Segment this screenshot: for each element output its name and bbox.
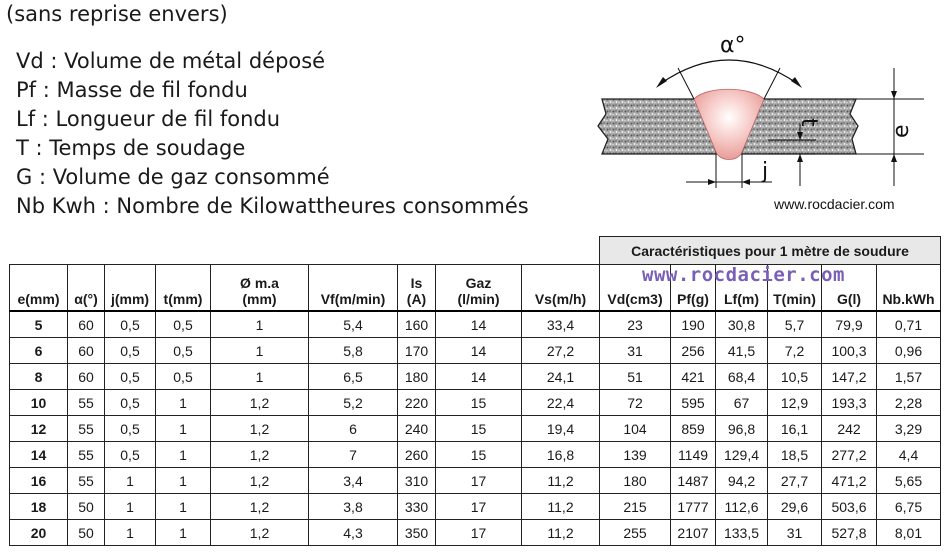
table-cell: 260: [398, 442, 436, 468]
table-cell: 15: [436, 416, 522, 442]
table-cell: 255: [600, 520, 671, 546]
table-cell: 180: [600, 468, 671, 494]
table-cell: 1: [211, 364, 309, 390]
table-cell: 31: [768, 520, 822, 546]
table-row: [10, 338, 941, 364]
table-row: [10, 442, 941, 468]
table-cell: 0,5: [156, 338, 211, 364]
col-is-bottom: (A): [406, 291, 427, 307]
table-row: [10, 520, 941, 546]
col-e: e(mm): [10, 265, 68, 312]
table-cell: 170: [398, 338, 436, 364]
table-cell: 6: [309, 416, 398, 442]
table-cell: 220: [398, 390, 436, 416]
watermark: www.rocdacier.com: [642, 264, 845, 286]
table-cell: 50: [68, 494, 105, 520]
table-cell: 256: [671, 338, 716, 364]
col-vd: Vd(cm3): [600, 265, 671, 312]
table-cell: 22,4: [522, 390, 600, 416]
table-cell: 51: [600, 364, 671, 390]
table-cell: 23: [600, 311, 671, 338]
table-cell: 0,5: [156, 311, 211, 338]
table-cell: 10: [10, 390, 68, 416]
table-cell: 129,4: [716, 442, 768, 468]
col-lf: Lf(m): [716, 265, 768, 312]
table-cell: 1: [156, 468, 211, 494]
col-j: j(mm): [105, 265, 156, 312]
table-cell: 6,5: [309, 364, 398, 390]
table-row: [10, 468, 941, 494]
col-alpha: α(°): [68, 265, 105, 312]
table-cell: 1777: [671, 494, 716, 520]
legend-g: G : Volume de gaz consommé: [16, 165, 330, 189]
table-cell: 3,29: [877, 416, 941, 442]
table-cell: 0,5: [156, 364, 211, 390]
table-cell: 0,71: [877, 311, 941, 338]
table-cell: 1: [156, 390, 211, 416]
col-gaz-bottom: (l/min): [457, 291, 500, 307]
table-cell: 14: [436, 364, 522, 390]
table-row: [10, 416, 941, 442]
table-cell: 1: [105, 494, 156, 520]
table-cell: 2107: [671, 520, 716, 546]
col-vs: Vs(m/h): [522, 265, 600, 312]
table-cell: 4,4: [877, 442, 941, 468]
col-gaz: [436, 265, 522, 312]
table-cell: 16,1: [768, 416, 822, 442]
table-cell: 1,2: [211, 494, 309, 520]
table-cell: 24,1: [522, 364, 600, 390]
table-row: [10, 311, 941, 338]
table-cell: 55: [68, 416, 105, 442]
table-cell: 33,4: [522, 311, 600, 338]
table-cell: 15: [436, 390, 522, 416]
table-cell: 0,5: [105, 416, 156, 442]
table-cell: 0,5: [105, 364, 156, 390]
table-cell: 0,5: [105, 390, 156, 416]
table-row: [10, 364, 941, 390]
table-cell: 5,8: [309, 338, 398, 364]
table-cell: 11,2: [522, 494, 600, 520]
table-cell: 27,2: [522, 338, 600, 364]
table-cell: 160: [398, 311, 436, 338]
table-cell: 31: [600, 338, 671, 364]
table-row: [10, 390, 941, 416]
table-cell: 7: [309, 442, 398, 468]
table-cell: 242: [822, 416, 877, 442]
table-cell: 0,96: [877, 338, 941, 364]
table-cell: 41,5: [716, 338, 768, 364]
legend-kwh: Nb Kwh : Nombre de Kilowattheures consommés: [16, 194, 529, 218]
t-label: t: [796, 118, 821, 127]
table-cell: 30,8: [716, 311, 768, 338]
col-tm: T(min): [768, 265, 822, 312]
table-cell: 147,2: [822, 364, 877, 390]
table-cell: 330: [398, 494, 436, 520]
col-ma: [211, 265, 309, 312]
table-cell: 350: [398, 520, 436, 546]
e-label: e: [889, 124, 914, 138]
col-pf: Pf(g): [671, 265, 716, 312]
table-cell: 139: [600, 442, 671, 468]
table-cell: 180: [398, 364, 436, 390]
col-is: [398, 265, 436, 312]
table-cell: 10,5: [768, 364, 822, 390]
table-cell: 4,3: [309, 520, 398, 546]
table-cell: 96,8: [716, 416, 768, 442]
table-cell: 17: [436, 520, 522, 546]
table-cell: 595: [671, 390, 716, 416]
table-cell: 5,65: [877, 468, 941, 494]
table-cell: 12,9: [768, 390, 822, 416]
table-cell: 50: [68, 520, 105, 546]
table-cell: 1: [156, 520, 211, 546]
table-cell: 55: [68, 442, 105, 468]
table-cell: 20: [10, 520, 68, 546]
weld-joint-diagram: [594, 26, 934, 218]
col-g: G(l): [822, 265, 877, 312]
table-cell: 1,2: [211, 416, 309, 442]
table-cell: 859: [671, 416, 716, 442]
table-cell: 112,6: [716, 494, 768, 520]
table-cell: 79,9: [822, 311, 877, 338]
table-cell: 60: [68, 364, 105, 390]
table-cell: 8,01: [877, 520, 941, 546]
table-row: [10, 494, 941, 520]
table-cell: 1: [105, 468, 156, 494]
legend-pf: Pf : Masse de fil fondu: [16, 78, 248, 102]
table-cell: 193,3: [822, 390, 877, 416]
table-cell: 1: [211, 311, 309, 338]
table-cell: 503,6: [822, 494, 877, 520]
table-cell: 60: [68, 311, 105, 338]
table-cell: 1,2: [211, 390, 309, 416]
table-cell: 18,5: [768, 442, 822, 468]
table-cell: 8: [10, 364, 68, 390]
col-ma-bottom: (mm): [242, 291, 277, 307]
table-cell: 27,7: [768, 468, 822, 494]
table-cell: 68,4: [716, 364, 768, 390]
table-cell: 527,8: [822, 520, 877, 546]
col-t: t(mm): [156, 265, 211, 312]
table-cell: 6: [10, 338, 68, 364]
table-cell: 1,2: [211, 468, 309, 494]
table-cell: 100,3: [822, 338, 877, 364]
table-cell: 1149: [671, 442, 716, 468]
table-cell: 1: [156, 494, 211, 520]
table-cell: 72: [600, 390, 671, 416]
table-cell: 14: [436, 311, 522, 338]
table-cell: 17: [436, 494, 522, 520]
table-cell: 277,2: [822, 442, 877, 468]
table-cell: 5,7: [768, 311, 822, 338]
subtitle: (sans reprise envers): [6, 2, 228, 26]
table-cell: 421: [671, 364, 716, 390]
table-cell: 17: [436, 468, 522, 494]
table-cell: 1,2: [211, 520, 309, 546]
table-cell: 0,5: [105, 311, 156, 338]
legend-list: [16, 47, 529, 221]
table-cell: 6,75: [877, 494, 941, 520]
table-cell: 18: [10, 494, 68, 520]
table-cell: 7,2: [768, 338, 822, 364]
col-kwh: Nb.kWh: [877, 265, 941, 312]
table-cell: 1: [211, 338, 309, 364]
table-cell: 55: [68, 390, 105, 416]
legend-lf: Lf : Longueur de fil fondu: [16, 107, 281, 131]
table-cell: 1: [156, 416, 211, 442]
diagram-url: www.rocdacier.com: [774, 196, 895, 212]
table-cell: 67: [716, 390, 768, 416]
table-cell: 16: [10, 468, 68, 494]
table-cell: 5,4: [309, 311, 398, 338]
j-label: j: [762, 159, 769, 184]
col-ma-top: Ø m.a: [240, 275, 279, 291]
table-cell: 0,5: [105, 442, 156, 468]
table-cell: 16,8: [522, 442, 600, 468]
table-cell: 11,2: [522, 468, 600, 494]
table-cell: 240: [398, 416, 436, 442]
legend-t: T : Temps de soudage: [16, 136, 246, 160]
table-cell: 310: [398, 468, 436, 494]
table-cell: 5,2: [309, 390, 398, 416]
table-cell: 2,28: [877, 390, 941, 416]
table-cell: 60: [68, 338, 105, 364]
table-cell: 190: [671, 311, 716, 338]
table-cell: 14: [436, 338, 522, 364]
table-cell: 1487: [671, 468, 716, 494]
table-cell: 29,6: [768, 494, 822, 520]
group-title: Caractéristiques pour 1 mètre de soudure: [600, 237, 941, 265]
table-cell: 15: [436, 442, 522, 468]
table-cell: 133,5: [716, 520, 768, 546]
table-cell: 471,2: [822, 468, 877, 494]
table-cell: 104: [600, 416, 671, 442]
table-cell: 11,2: [522, 520, 600, 546]
table-cell: 94,2: [716, 468, 768, 494]
table-cell: 3,4: [309, 468, 398, 494]
table-body: [10, 311, 941, 546]
alpha-label: α°: [720, 33, 746, 58]
table-cell: 1,2: [211, 442, 309, 468]
table-cell: 1: [156, 442, 211, 468]
table-cell: 1: [105, 520, 156, 546]
col-is-top: Is: [410, 275, 423, 291]
table-cell: 215: [600, 494, 671, 520]
col-gaz-top: Gaz: [465, 275, 492, 291]
table-cell: 12: [10, 416, 68, 442]
table-cell: 5: [10, 311, 68, 338]
table-cell: 0,5: [105, 338, 156, 364]
col-vf: Vf(m/min): [309, 265, 398, 312]
table-cell: 1,57: [877, 364, 941, 390]
table-cell: 14: [10, 442, 68, 468]
table-cell: 19,4: [522, 416, 600, 442]
legend-vd: Vd : Volume de métal déposé: [16, 49, 326, 73]
table-cell: 55: [68, 468, 105, 494]
table-cell: 3,8: [309, 494, 398, 520]
